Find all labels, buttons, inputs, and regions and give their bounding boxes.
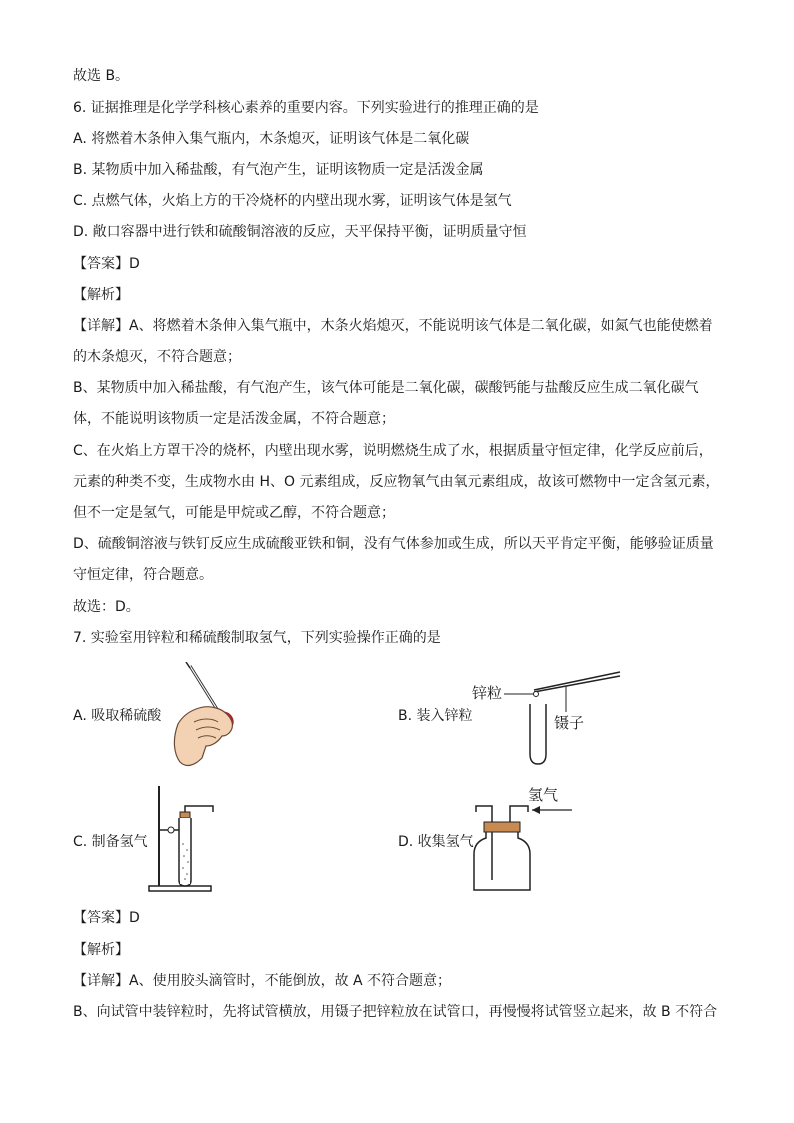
q6-answer: 【答案】D [73, 256, 140, 272]
q6-detail-line: 的木条熄灭，不符合题意； [73, 349, 241, 365]
hand-dropper-figure [168, 662, 248, 772]
q6-option-d: D. 敞口容器中进行铁和硫酸铜溶液的反应，天平保持平衡，证明质量守恒 [73, 224, 527, 240]
q6-option-a: A. 将燃着木条伸入集气瓶内，木条熄灭，证明该气体是二氧化碳 [73, 131, 470, 147]
test-tube-tweezers-figure [470, 662, 630, 766]
test-tube [530, 704, 546, 764]
rubber-stopper [484, 822, 520, 832]
q6-option-b: B. 某物质中加入稀盐酸，有气泡产生，证明该物质一定是活泼金属 [73, 162, 484, 178]
q7-option-c-label: C. 制备氢气 [73, 834, 148, 850]
zinc-label: 锌粒 [472, 684, 503, 702]
question-6-stem: 6. 证据推理是化学学科核心素养的重要内容。下列实验进行的推理正确的是 [73, 100, 539, 116]
question-7-stem: 7. 实验室用锌粒和稀硫酸制取氢气，下列实验操作正确的是 [73, 630, 441, 646]
q7-option-d-label: D. 收集氢气 [398, 834, 474, 850]
q6-detail-line: C、在火焰上方罩干冷的烧杯，内壁出现水雾，说明燃烧生成了水，根据质量守恒定律，化学反应前后， [73, 443, 713, 459]
hydrogen-label: 氢气 [528, 786, 559, 804]
stand-base [149, 886, 211, 891]
q6-detail-line: 【详解】A、将燃着木条伸入集气瓶中，木条火焰熄灭，不能说明该气体是二氧化碳，如氮气也能使燃着 [73, 318, 713, 334]
q6-option-c: C. 点燃气体，火焰上方的干冷烧杯的内壁出现水雾，证明该气体是氢气 [73, 193, 512, 209]
gas-collection-bottle-figure [470, 782, 590, 894]
tweezers [534, 672, 620, 690]
text-line: 故选 B。 [73, 68, 130, 84]
q7-option-b-label: B. 装入锌粒 [398, 708, 473, 724]
collection-bottle [474, 832, 530, 890]
q6-detail-line: 元素的种类不变，生成物水由 H、O 元素组成，反应物氧气由氧元素组成，故该可燃物中一定含氢元素， [73, 474, 720, 490]
q7-option-a-label: A. 吸取稀硫酸 [73, 708, 162, 724]
q7-detail-line: 【详解】A、使用胶头滴管时，不能倒放，故 A 不符合题意； [73, 973, 452, 989]
q7-answer: 【答案】D [73, 910, 140, 926]
q6-detail-line: 守恒定律，符合题意。 [73, 567, 213, 583]
q6-analysis-heading: 【解析】 [73, 287, 129, 303]
q6-detail-line: 但不一定是氢气，可能是甲烷或乙醇，不符合题意； [73, 505, 395, 521]
q7-analysis-heading: 【解析】 [73, 942, 129, 958]
q6-detail-line: D、硫酸铜溶液与铁钉反应生成硫酸亚铁和铜，没有气体参加或生成，所以天平肯定平衡，能够验证质量 [73, 536, 714, 552]
q6-detail-line: B、某物质中加入稀盐酸，有气泡产生，该气体可能是二氧化碳，碳酸钙能与盐酸反应生成二氧化碳气 [73, 380, 699, 396]
q6-conclusion: 故选：D。 [73, 599, 140, 615]
q7-detail-line: B、向试管中装锌粒时，先将试管横放，用镊子把锌粒放在试管口，再慢慢将试管竖立起来，故 B 不符合 [73, 1004, 718, 1020]
q6-detail-line: 体，不能说明该物质一定是活泼金属，不符合题意； [73, 411, 395, 427]
delivery-tube [185, 806, 213, 812]
tweezers-label: 镊子 [554, 714, 585, 732]
iron-stand-figure [145, 782, 225, 894]
